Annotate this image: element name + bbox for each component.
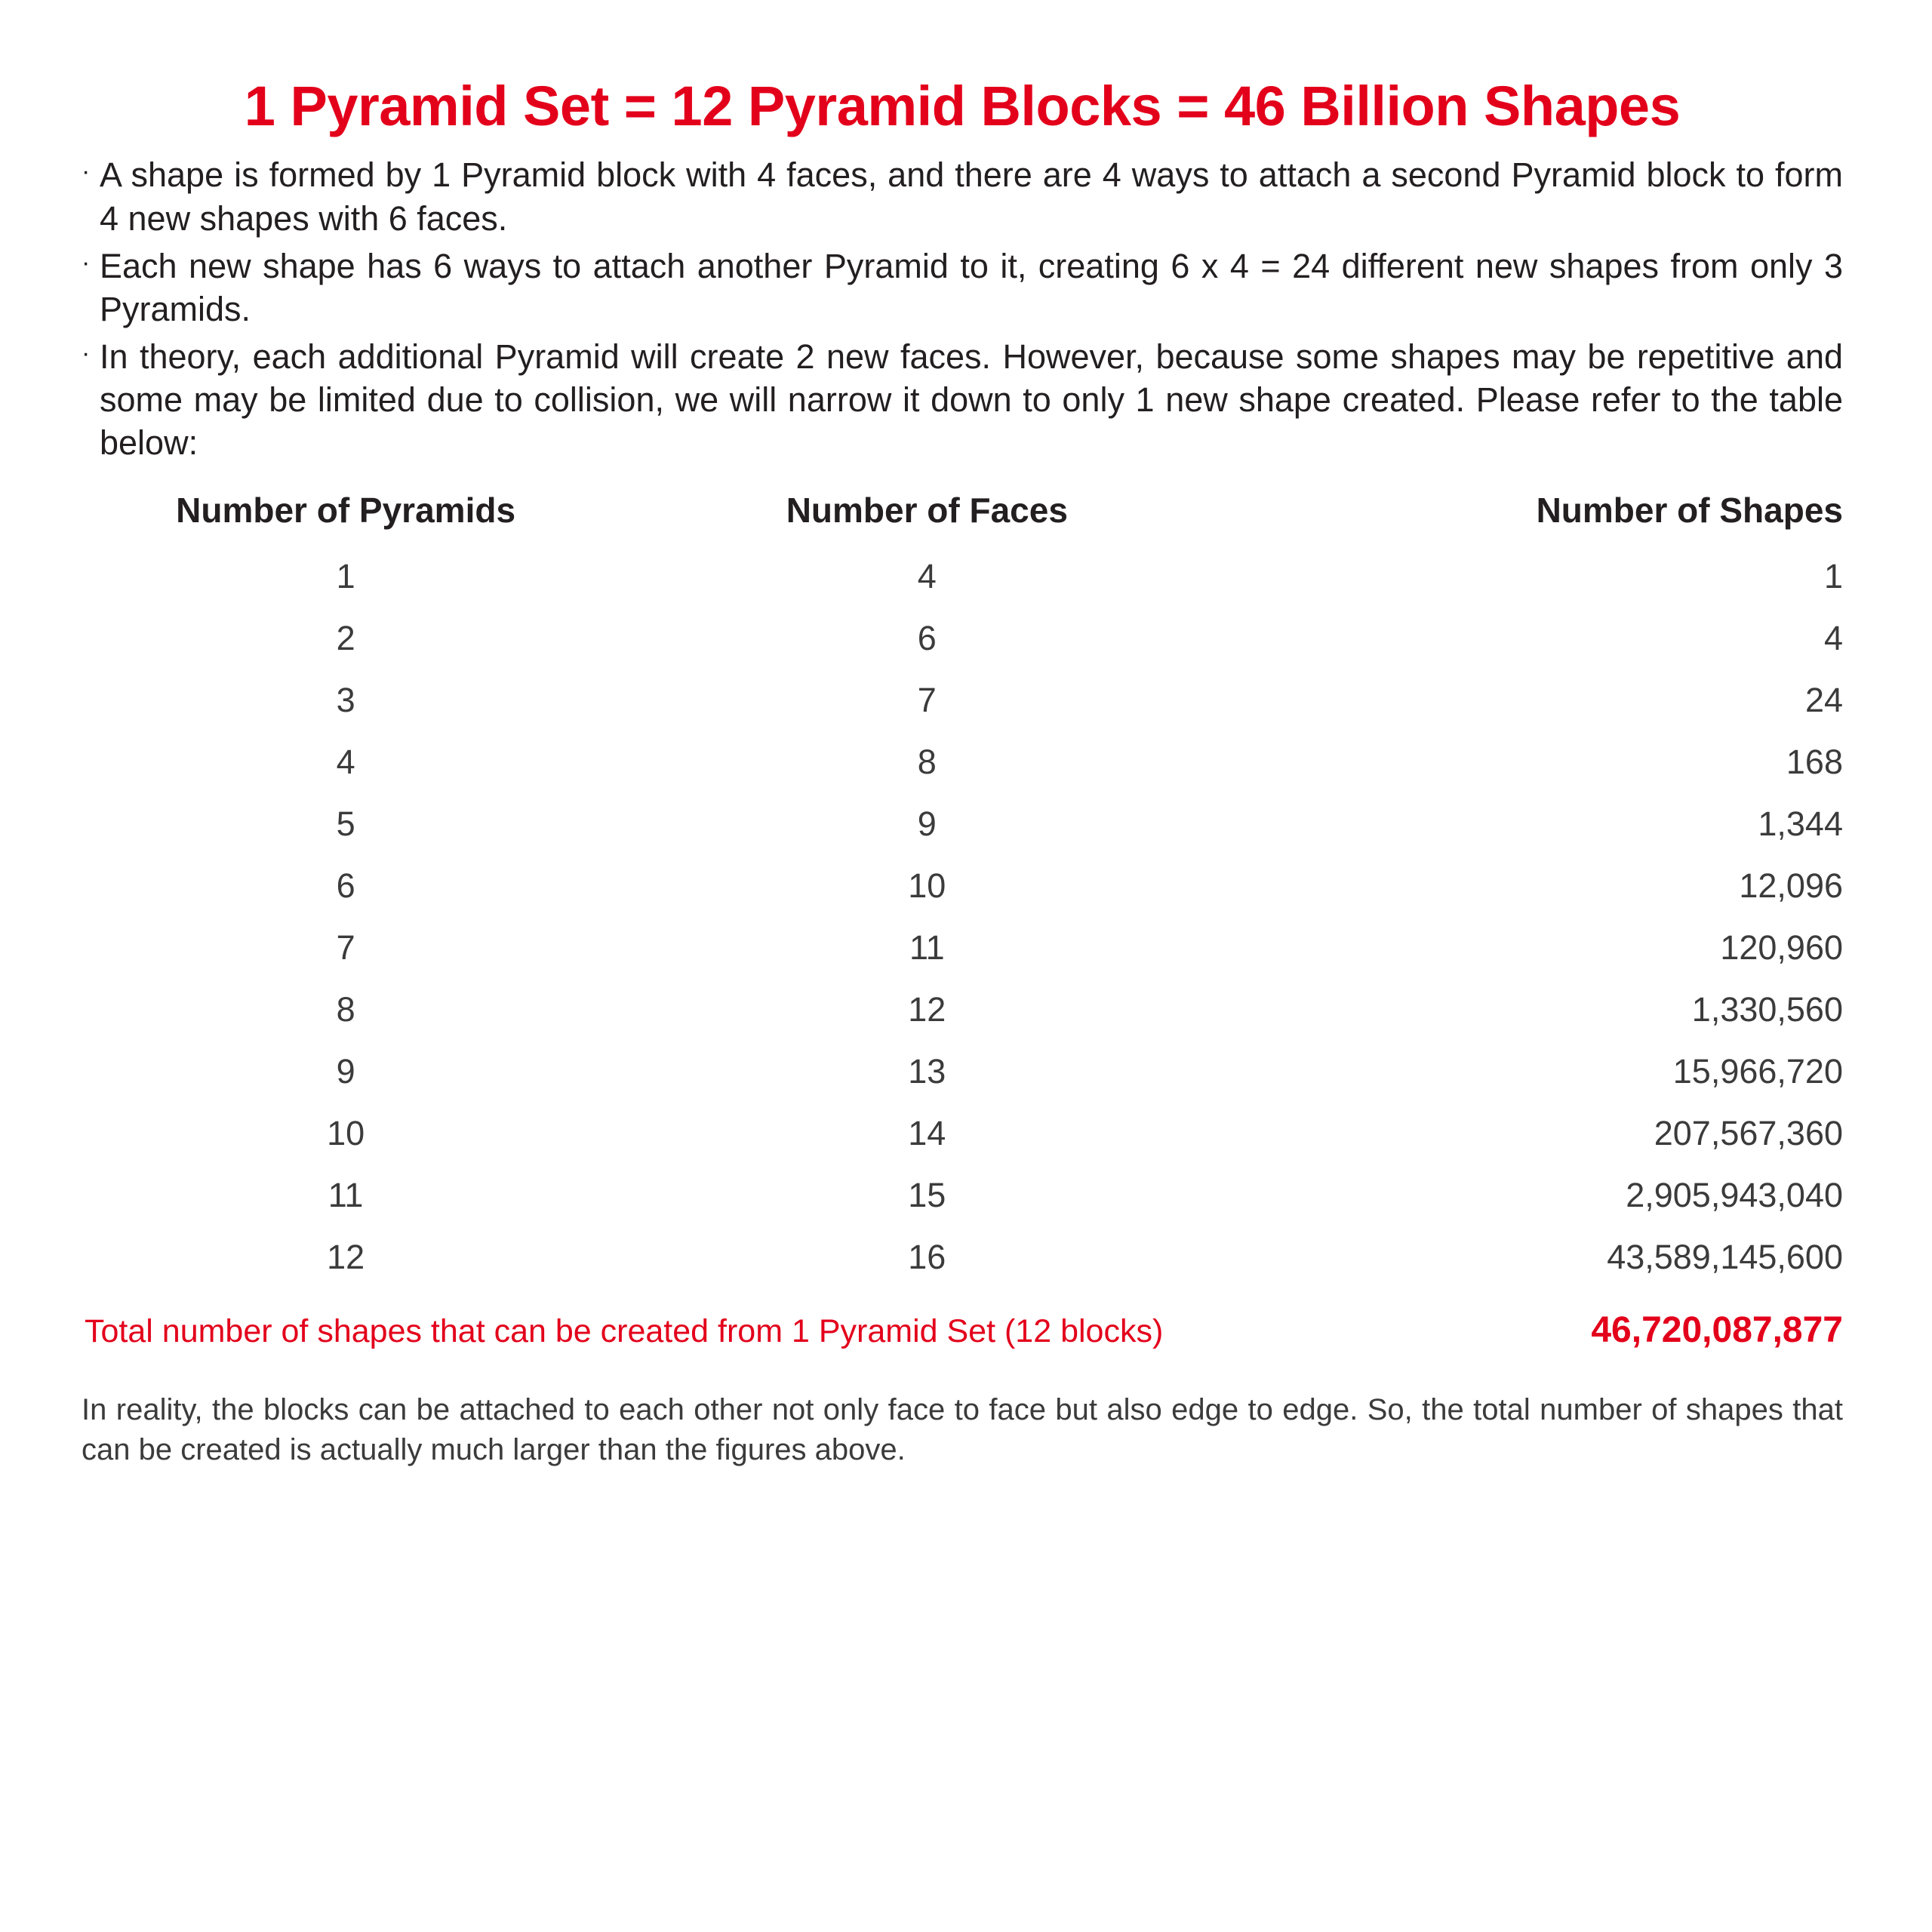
cell-pyramids: 8 bbox=[336, 990, 355, 1029]
list-item bbox=[82, 153, 1843, 239]
cell-faces: 15 bbox=[908, 1176, 946, 1215]
cell-shapes: 1,330,560 bbox=[1691, 990, 1843, 1029]
table-row bbox=[82, 1041, 1843, 1103]
cell-faces: 8 bbox=[917, 743, 937, 782]
list-item-text: In theory, each additional Pyramid will create 2 new faces. However, because some shapes may be repetitive and some may be limited due to collision, we will narrow it down to only 1 new shape created. Please refer to the table below: bbox=[100, 337, 1843, 463]
column-header-pyramids: Number of Pyramids bbox=[176, 491, 516, 531]
column-header-faces: Number of Faces bbox=[786, 491, 1068, 531]
bullet-dot-icon: · bbox=[82, 248, 91, 277]
cell-pyramids: 1 bbox=[336, 557, 355, 596]
bullet-list bbox=[82, 153, 1843, 464]
table-row bbox=[82, 608, 1843, 669]
list-item-text: Each new shape has 6 ways to attach another Pyramid to it, creating 6 x 4 = 24 different new shapes from only 3 Pyramids. bbox=[100, 246, 1843, 328]
cell-shapes: 4 bbox=[1823, 619, 1843, 658]
column-header-shapes: Number of Shapes bbox=[1536, 491, 1843, 531]
shapes-table bbox=[82, 484, 1843, 1288]
cell-faces: 10 bbox=[908, 866, 946, 906]
table-row bbox=[82, 546, 1843, 608]
cell-pyramids: 6 bbox=[336, 866, 355, 906]
cell-shapes: 15,966,720 bbox=[1672, 1052, 1843, 1091]
cell-shapes: 207,567,360 bbox=[1654, 1114, 1843, 1153]
table-row bbox=[82, 1103, 1843, 1164]
cell-faces: 6 bbox=[917, 619, 937, 658]
table-row bbox=[82, 1226, 1843, 1288]
cell-faces: 9 bbox=[917, 804, 937, 844]
cell-shapes: 2,905,943,040 bbox=[1626, 1176, 1843, 1215]
cell-shapes: 168 bbox=[1786, 743, 1843, 782]
bullet-dot-icon: · bbox=[82, 338, 91, 368]
table-row bbox=[82, 917, 1843, 979]
page-title: 1 Pyramid Set = 12 Pyramid Blocks = 46 Billion Shapes bbox=[244, 75, 1681, 137]
cell-pyramids: 2 bbox=[336, 619, 355, 658]
cell-shapes: 120,960 bbox=[1720, 928, 1843, 968]
cell-faces: 16 bbox=[908, 1238, 946, 1277]
cell-pyramids: 7 bbox=[336, 928, 355, 968]
table-row bbox=[82, 669, 1843, 731]
cell-pyramids: 9 bbox=[336, 1052, 355, 1091]
cell-faces: 4 bbox=[917, 557, 937, 596]
cell-pyramids: 12 bbox=[327, 1238, 365, 1277]
total-row bbox=[82, 1309, 1843, 1351]
cell-shapes: 43,589,145,600 bbox=[1607, 1238, 1843, 1277]
table-row bbox=[82, 1164, 1843, 1226]
list-item bbox=[82, 245, 1843, 331]
cell-faces: 11 bbox=[909, 928, 945, 968]
cell-shapes: 12,096 bbox=[1739, 866, 1843, 906]
list-item bbox=[82, 335, 1843, 464]
cell-faces: 7 bbox=[917, 681, 937, 720]
table-row bbox=[82, 979, 1843, 1041]
cell-shapes: 1,344 bbox=[1758, 804, 1843, 844]
cell-pyramids: 4 bbox=[336, 743, 355, 782]
cell-faces: 14 bbox=[908, 1114, 946, 1153]
table-row bbox=[82, 855, 1843, 917]
cell-faces: 12 bbox=[908, 990, 946, 1029]
footnote-text: In reality, the blocks can be attached to each other not only face to face but also edge to edge. So, the total number of shapes that can be created is actually much larger than the figures above. bbox=[82, 1393, 1843, 1467]
table-header-row bbox=[82, 484, 1843, 546]
total-label: Total number of shapes that can be created from 1 Pyramid Set (12 blocks) bbox=[85, 1313, 1164, 1350]
table-row bbox=[82, 731, 1843, 793]
cell-shapes: 24 bbox=[1804, 681, 1843, 720]
cell-shapes: 1 bbox=[1823, 557, 1843, 596]
list-item-text: A shape is formed by 1 Pyramid block with 4 faces, and there are 4 ways to attach a second Pyramid block to form 4 new shapes with 6 faces. bbox=[100, 155, 1843, 238]
cell-faces: 13 bbox=[908, 1052, 946, 1091]
bullet-dot-icon: · bbox=[82, 157, 91, 186]
cell-pyramids: 3 bbox=[336, 681, 355, 720]
table-row bbox=[82, 793, 1843, 855]
cell-pyramids: 10 bbox=[327, 1114, 365, 1153]
total-value: 46,720,087,877 bbox=[1591, 1310, 1843, 1351]
cell-pyramids: 5 bbox=[336, 804, 355, 844]
cell-pyramids: 11 bbox=[328, 1176, 364, 1215]
